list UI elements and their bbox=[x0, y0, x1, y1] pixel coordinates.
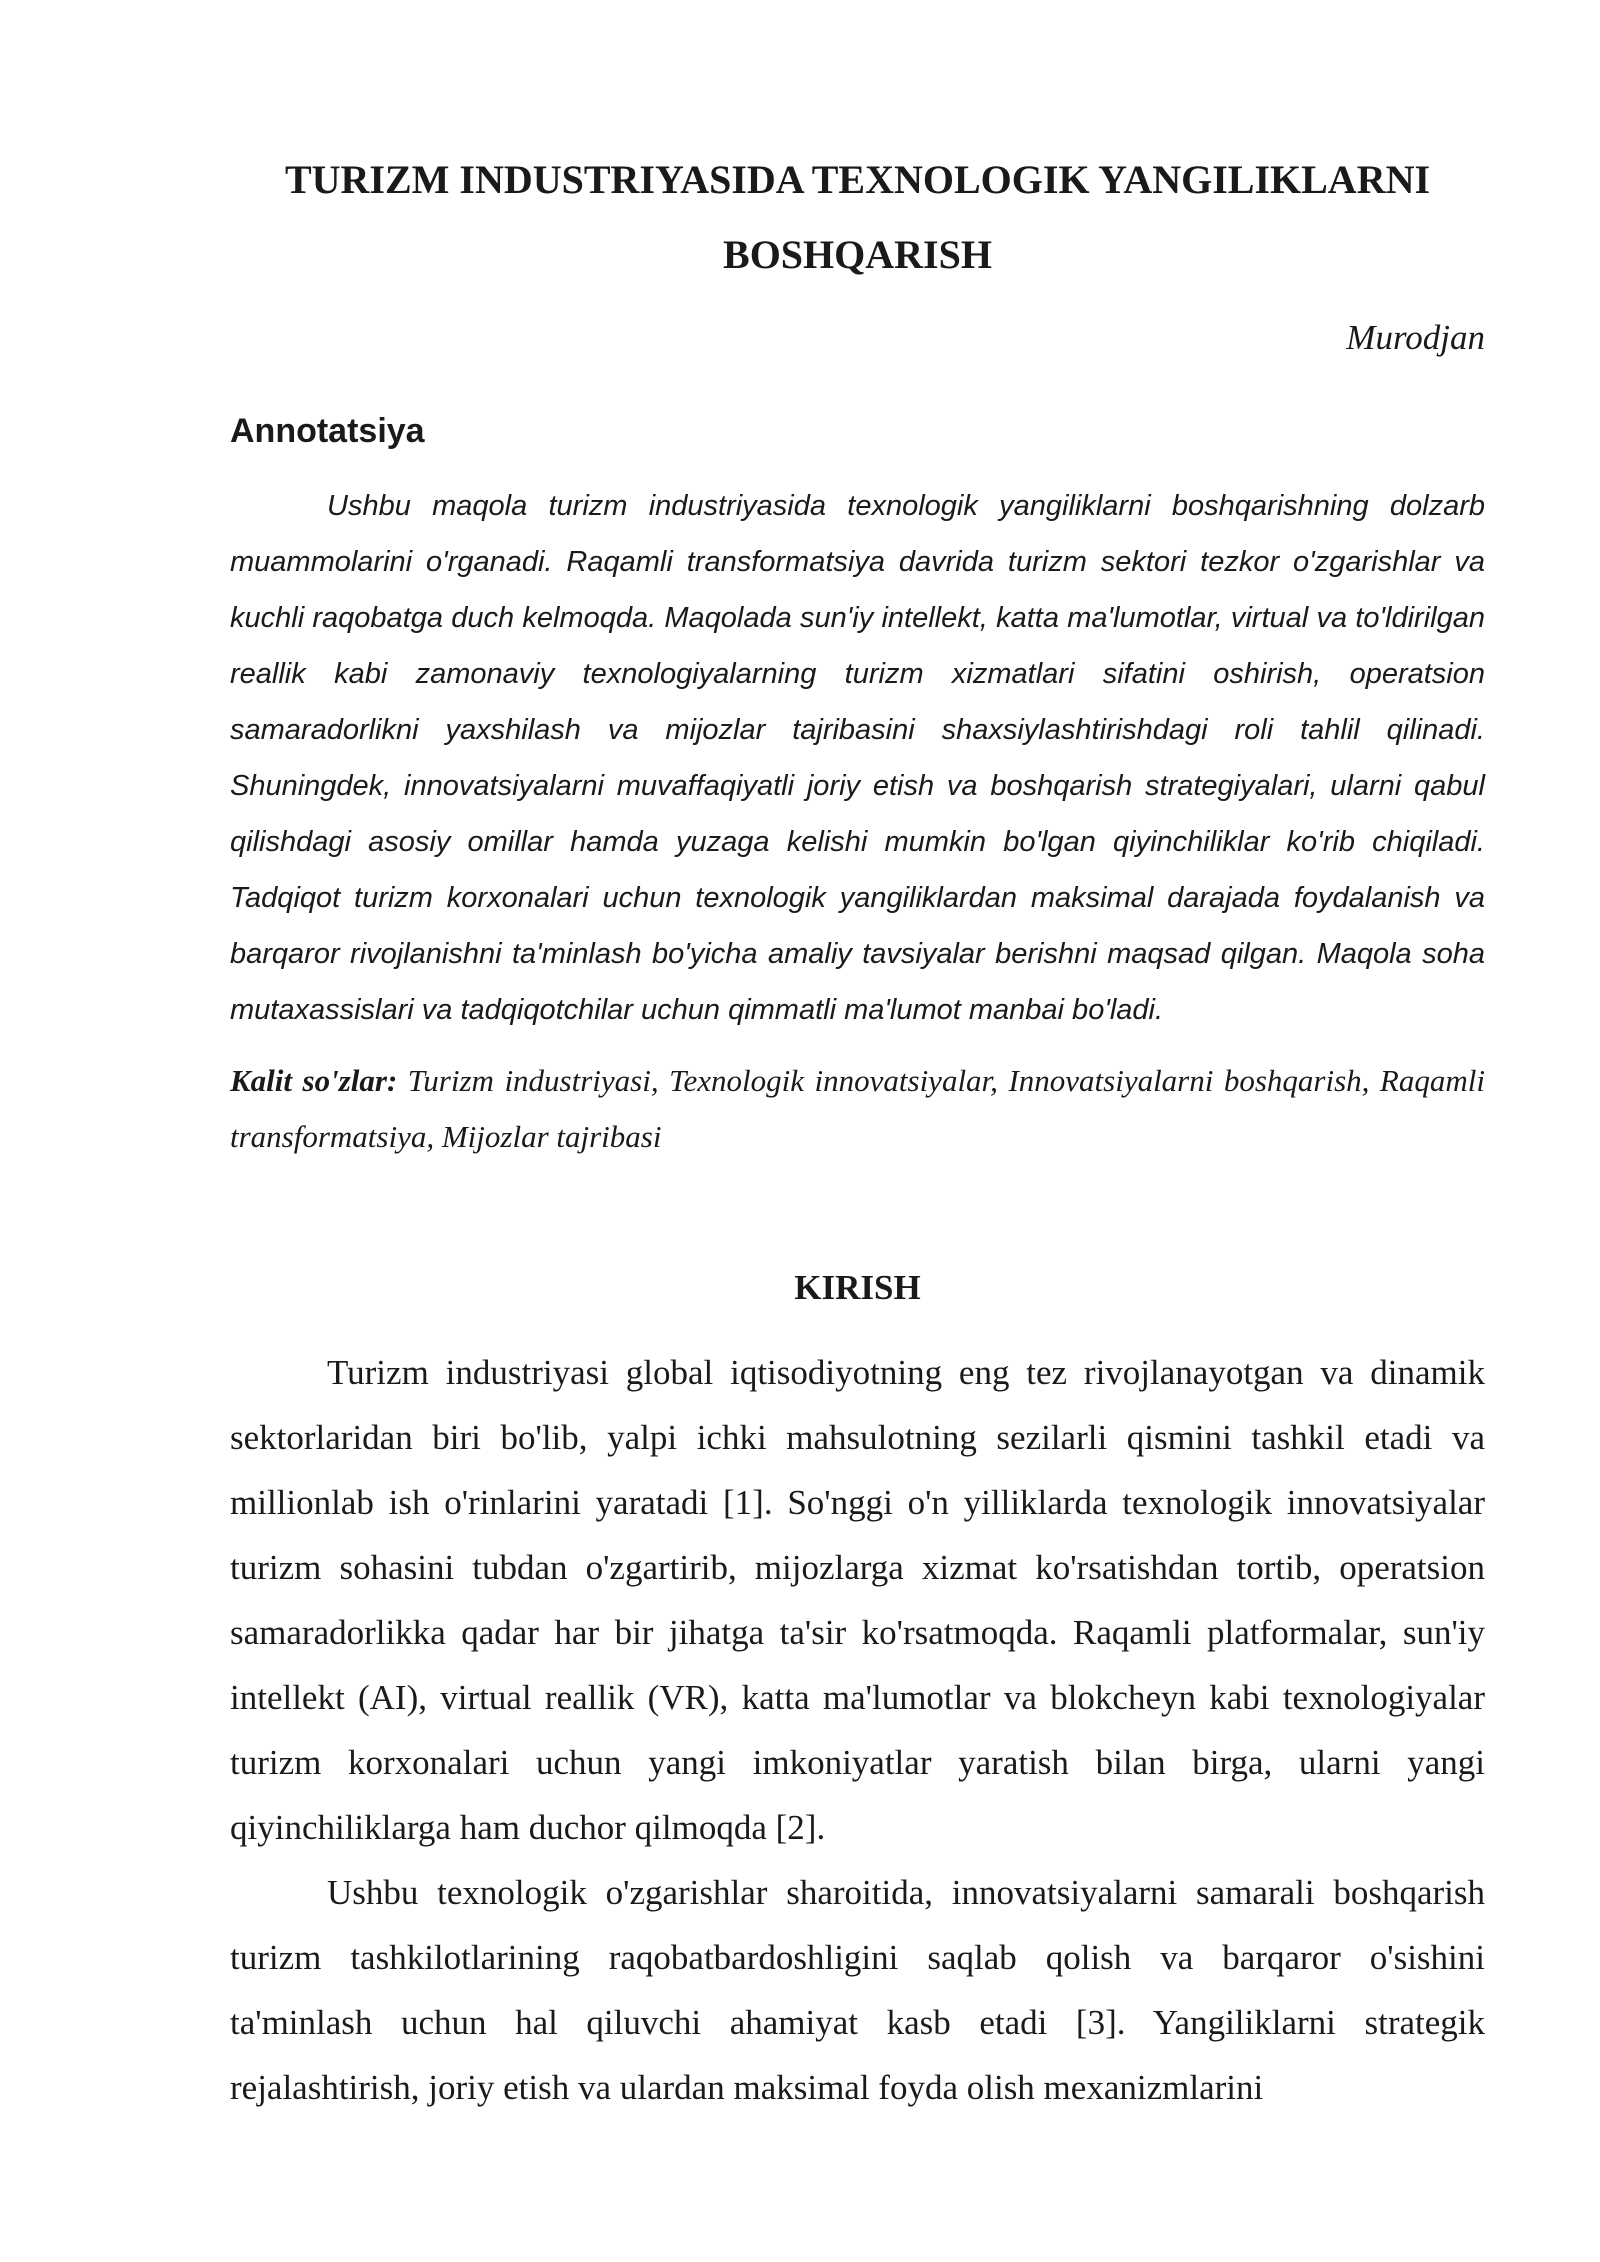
abstract-text: Ushbu maqola turizm industriyasida texnologik yangiliklarni boshqarishning dolzarb muammolarini o'rganadi. Raqamli transformatsiya davrida turizm sektori tezkor o'zgarishlar va kuchli raqobatga duch kelmoqda. Maqolada sun'iy intellekt, katta ma'lumotlar, virtual va to'ldirilgan reallik kabi zamonaviy texnologiyalarning turizm xizmatlari sifatini oshirish, operatsion samaradorlikni yaxshilash va mijozlar tajribasini shaxsiylashtirishdagi roli tahlil qilinadi. Shuningdek, innovatsiyalarni muvaffaqiyatli joriy etish va boshqarish strategiyalari, ularni qabul qilishdagi asosiy omillar hamda yuzaga kelishi mumkin bo'lgan qiyinchiliklar ko'rib chiqiladi. Tadqiqot turizm korxonalari uchun texnologik yangiliklardan maksimal darajada foydalanish va barqaror rivojlanishni ta'minlash bo'yicha amaliy tavsiyalar berishni maqsad qilgan. Maqola soha mutaxassislari va tadqiqotchilar uchun qimmatli ma'lumot manbai bo'ladi. bbox=[230, 490, 1485, 1026]
keywords-label: Kalit so'zlar: bbox=[230, 1063, 398, 1098]
section-heading-kirish: KIRISH bbox=[794, 1268, 921, 1307]
keywords-list: Turizm industriyasi, Texnologik innovatsiyalar, Innovatsiyalarni boshqarish, Raqamli transformatsiya, Mijozlar tajribasi bbox=[230, 1063, 1485, 1154]
annotation-heading: Annotatsiya bbox=[230, 412, 425, 450]
author-name: Murodjan bbox=[1346, 318, 1485, 357]
body-paragraph: Turizm industriyasi global iqtisodiyotning eng tez rivojlanayotgan va dinamik sektorlaridan biri bo'lib, yalpi ichki mahsulotning sezilarli qismini tashkil etadi va millionlab ish o'rinlarini yaratadi [1]. So'nggi o'n yilliklarda texnologik innovatsiyalar turizm sohasini tubdan o'zgartirib, mijozlarga xizmat ko'rsatishdan tortib, operatsion samaradorlikka qadar har bir jihatga ta'sir ko'rsatmoqda. Raqamli platformalar, sun'iy intellekt (AI), virtual reallik (VR), katta ma'lumotlar va blokcheyn kabi texnologiyalar turizm korxonalari uchun yangi imkoniyatlar yaratish bilan birga, ularni yangi qiyinchiliklarga ham duchor qilmoqda [2]. bbox=[230, 1353, 1485, 1847]
document-title: TURIZM INDUSTRIYASIDA TEXNOLOGIK YANGILIKLARNI BOSHQARISH bbox=[284, 157, 1431, 277]
body-paragraph: Ushbu texnologik o'zgarishlar sharoitida, innovatsiyalarni samarali boshqarish turizm tashkilotlarining raqobatbardoshligini saqlab qolish va barqaror o'sishini ta'minlash uchun hal qiluvchi ahamiyat kasb etadi [3]. Yangiliklarni strategik rejalashtirish, joriy etish va ulardan maksimal foyda olish mexanizmlarini bbox=[230, 1873, 1485, 2107]
keywords-paragraph bbox=[230, 1053, 1485, 1165]
